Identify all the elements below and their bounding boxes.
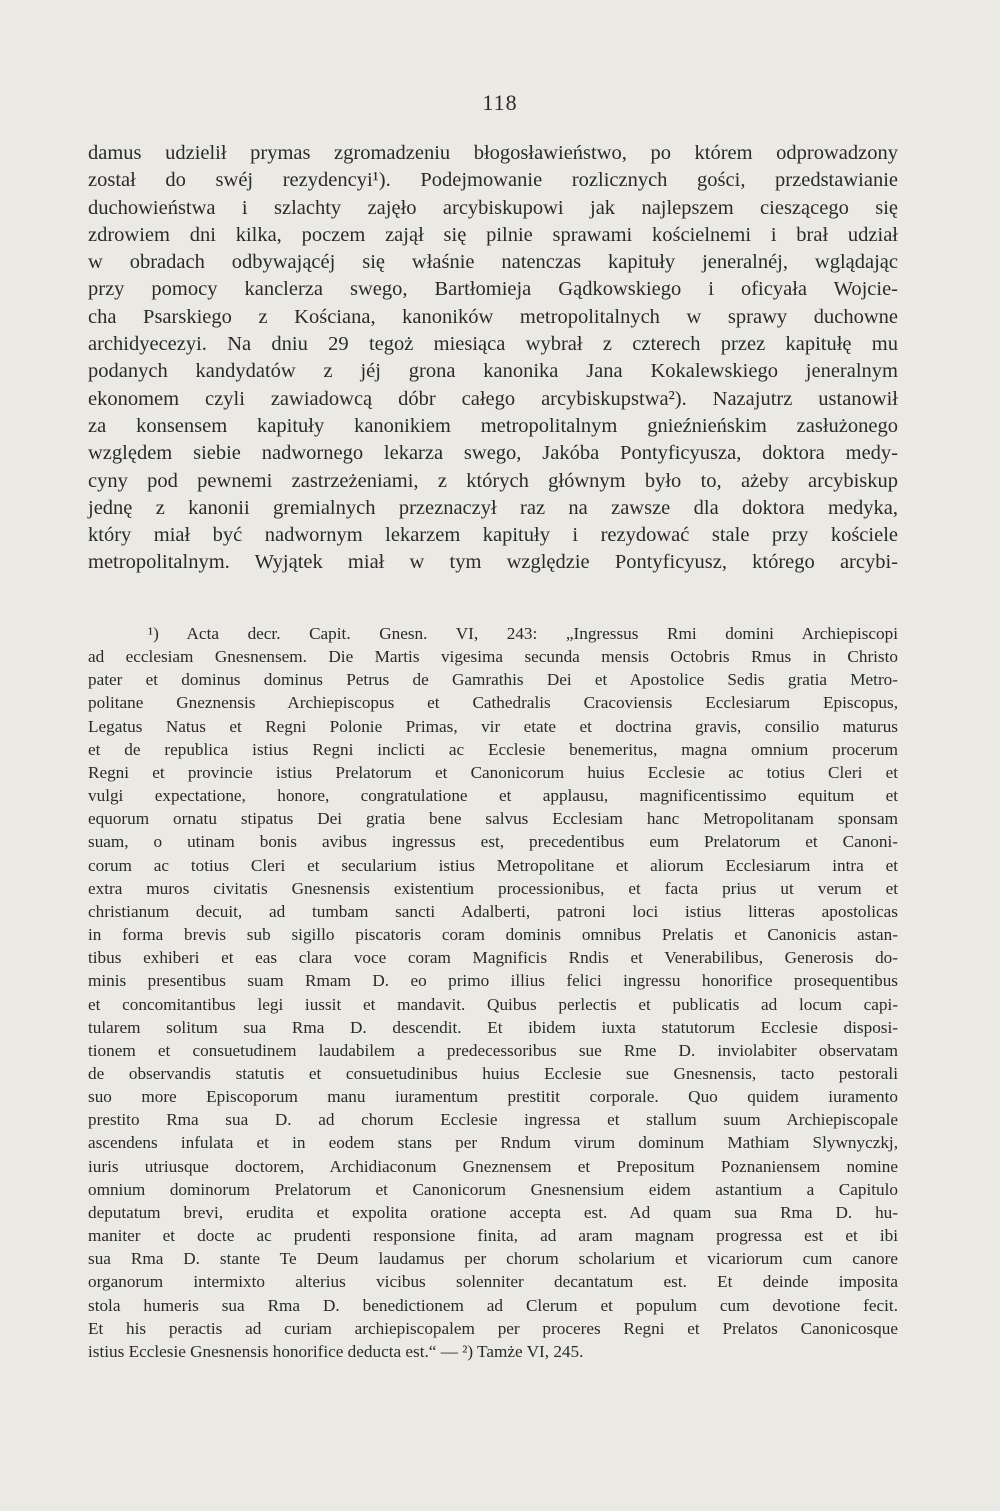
footnote-line: vulgi expectatione, honore, congratulatione et applausu, magnificentissimo equitum et xyxy=(88,786,898,806)
body-line: cyny pod pewnemi zastrzeżeniami, z których głównym było to, ażeby arcybiskup xyxy=(88,469,898,492)
body-line: cha Psarskiego z Kościana, kanoników metropolitalnych w sprawy duchowne xyxy=(88,305,898,328)
body-line: zdrowiem dni kilka, poczem zajął się pilnie sprawami kościelnemi i brał udział xyxy=(88,223,898,246)
footnotes xyxy=(88,622,898,1363)
body-line: który miał być nadwornym lekarzem kapituły i rezydować stale przy kościele xyxy=(88,524,898,547)
body-line: ekonomem czyli zawiadowcą dóbr całego arcybiskupstwa²). Nazajutrz ustanowił xyxy=(88,387,898,410)
footnote-line: deputatum brevi, erudita et expolita oratione accepta est. Ad quam sua Rma D. hu- xyxy=(88,1202,898,1222)
footnote-line: minis presentibus suam Rmam D. eo primo illius felici ingressu honorifice prosequentibus xyxy=(88,971,898,991)
footnote-line: et de republica istius Regni inclicti ac Ecclesie benemeritus, magna omnium procerum xyxy=(88,739,898,759)
footnote-line: christianum decuit, ad tumbam sancti Adalberti, patroni loci istius litteras apostolicas xyxy=(88,901,898,921)
footnote-line: Et his peractis ad curiam archiepiscopalem per proceres Regni et Prelatos Canonicosque xyxy=(88,1318,898,1338)
body-line: metropolitalnym. Wyjątek miał w tym względzie Pontyficyusz, którego arcybi- xyxy=(88,551,898,574)
footnote-line: suam, o utinam bonis avibus ingressus est, precedentibus eum Prelatorum et Canoni- xyxy=(88,832,898,852)
footnote-line: de observandis statutis et consuetudinibus huius Ecclesie sue Gnesnensis, tacto pestorali xyxy=(88,1063,898,1083)
footnote-line: tionem et consuetudinem laudabilem a predecessoribus sue Rme D. inviolabiter observatam xyxy=(88,1040,898,1060)
footnote-line: politane Gneznensis Archiepiscopus et Cathedralis Cracoviensis Ecclesiarum Episcopus, xyxy=(88,693,898,713)
body-line: względem siebie nadwornego lekarza swego, Jakóba Pontyficyusza, doktora medy- xyxy=(88,442,898,465)
footnote-line: corum ac totius Cleri et secularium istius Metropolitane et aliorum Ecclesiarum intra et xyxy=(88,855,898,875)
footnote-line: Regni et provincie istius Prelatorum et Canonicorum huius Ecclesie ac totius Cleri et xyxy=(88,762,898,782)
footnote-line: istius Ecclesie Gnesnensis honorifice deducta est.“ — ²) Tamże VI, 245. xyxy=(88,1341,584,1361)
page-number: 118 xyxy=(482,90,518,115)
body-line: archidyecezyi. Na dniu 29 tegoż miesiąca wybrał z czterech przez kapitułę mu xyxy=(88,333,898,356)
footnote-line: omnium dominorum Prelatorum et Canonicorum Gnesnensium eidem astantium a Capitulo xyxy=(88,1179,898,1199)
footnote-line: maniter et docte ac prudenti responsione finita, ad aram magnam progressa est et ibi xyxy=(88,1226,898,1246)
footnote-line: Legatus Natus et Regni Polonie Primas, vir etate et doctrina gravis, consilio maturus xyxy=(88,716,898,736)
body-line: przy pomocy kanclerza swego, Bartłomieja Gądkowskiego i oficyała Wojcie- xyxy=(88,278,898,301)
footnote-line: prestito Rma sua D. ad chorum Ecclesie ingressa et stallum suum Archiepiscopale xyxy=(88,1110,898,1130)
body-line: duchowieństwa i szlachty zajęło arcybiskupowi jak najlepszem cieszącego się xyxy=(88,196,898,219)
footnote-line: et concomitantibus legi iussit et mandavit. Quibus perlectis et publicatis ad locum capi- xyxy=(88,994,898,1014)
footnote-line: suo more Episcoporum manu iuramentum prestitit corporale. Quo quidem iuramento xyxy=(88,1087,898,1107)
body-line: podanych kandydatów z jéj grona kanonika Jana Kokalewskiego jeneralnym xyxy=(88,360,898,383)
body-line: został do swéj rezydencyi¹). Podejmowanie rozlicznych gości, przedstawianie xyxy=(88,169,898,192)
body-line: damus udzielił prymas zgromadzeniu błogosławieństwo, po którem odprowadzony xyxy=(88,142,898,164)
footnote-line: stola humeris sua Rma D. benedictionem ad Clerum et populum cum devotione fecit. xyxy=(88,1295,898,1315)
footnote-line: equorum ornatu stipatus Dei gratia bene salvus Ecclesiam hanc Metropolitanam sponsam xyxy=(88,809,898,829)
footnote-line: organorum intermixto alterius vicibus solenniter decantatum est. Et deinde imposita xyxy=(88,1272,898,1292)
footnote-line: extra muros civitatis Gnesnensis existentium processionibus, et facta prius ut verum et xyxy=(88,878,898,898)
footnote-line: tularem solitum sua Rma D. descendit. Et ibidem iuxta statutorum Ecclesie disposi- xyxy=(88,1017,898,1037)
footnote-line: iuris utriusque doctorem, Archidiaconum Gneznensem et Prepositum Poznaniensem nomine xyxy=(88,1156,898,1176)
footnote-line: ad ecclesiam Gnesnensem. Die Martis vigesima secunda mensis Octobris Rmus in Christo xyxy=(88,647,898,667)
footnote-line: ascendens infulata et in eodem stans per Rndum virum dominum Mathiam Slywnyczkj, xyxy=(88,1133,898,1153)
body-line: za konsensem kapituły kanonikiem metropolitalnym gnieźnieńskim zasłużonego xyxy=(88,414,898,437)
footnote-line: in forma brevis sub sigillo piscatoris coram dominis omnibus Prelatis et Canonicis astan- xyxy=(88,925,898,945)
body-line: w obradach odbywającéj się właśnie natenczas kapituły jeneralnéj, wglądając xyxy=(88,251,898,274)
footnote-line: ¹) Acta decr. Capit. Gnesn. VI, 243: „Ingressus Rmi domini Archiepiscopi xyxy=(148,624,898,643)
footnote-line: tibus exhiberi et eas clara voce coram Magnificis Rndis et Venerabilibus, Generosis do- xyxy=(88,948,898,968)
footnote-line: pater et dominus dominus Petrus de Gamrathis Dei et Apostolice Sedis gratia Metro- xyxy=(88,670,898,690)
body-line: jednę z kanonii gremialnych przeznaczył raz na zawsze dla doktora medyka, xyxy=(88,496,898,519)
footnote-line: sua Rma D. stante Te Deum laudamus per chorum scholarium et vicariorum cum canore xyxy=(88,1249,898,1269)
main-text xyxy=(88,140,898,577)
